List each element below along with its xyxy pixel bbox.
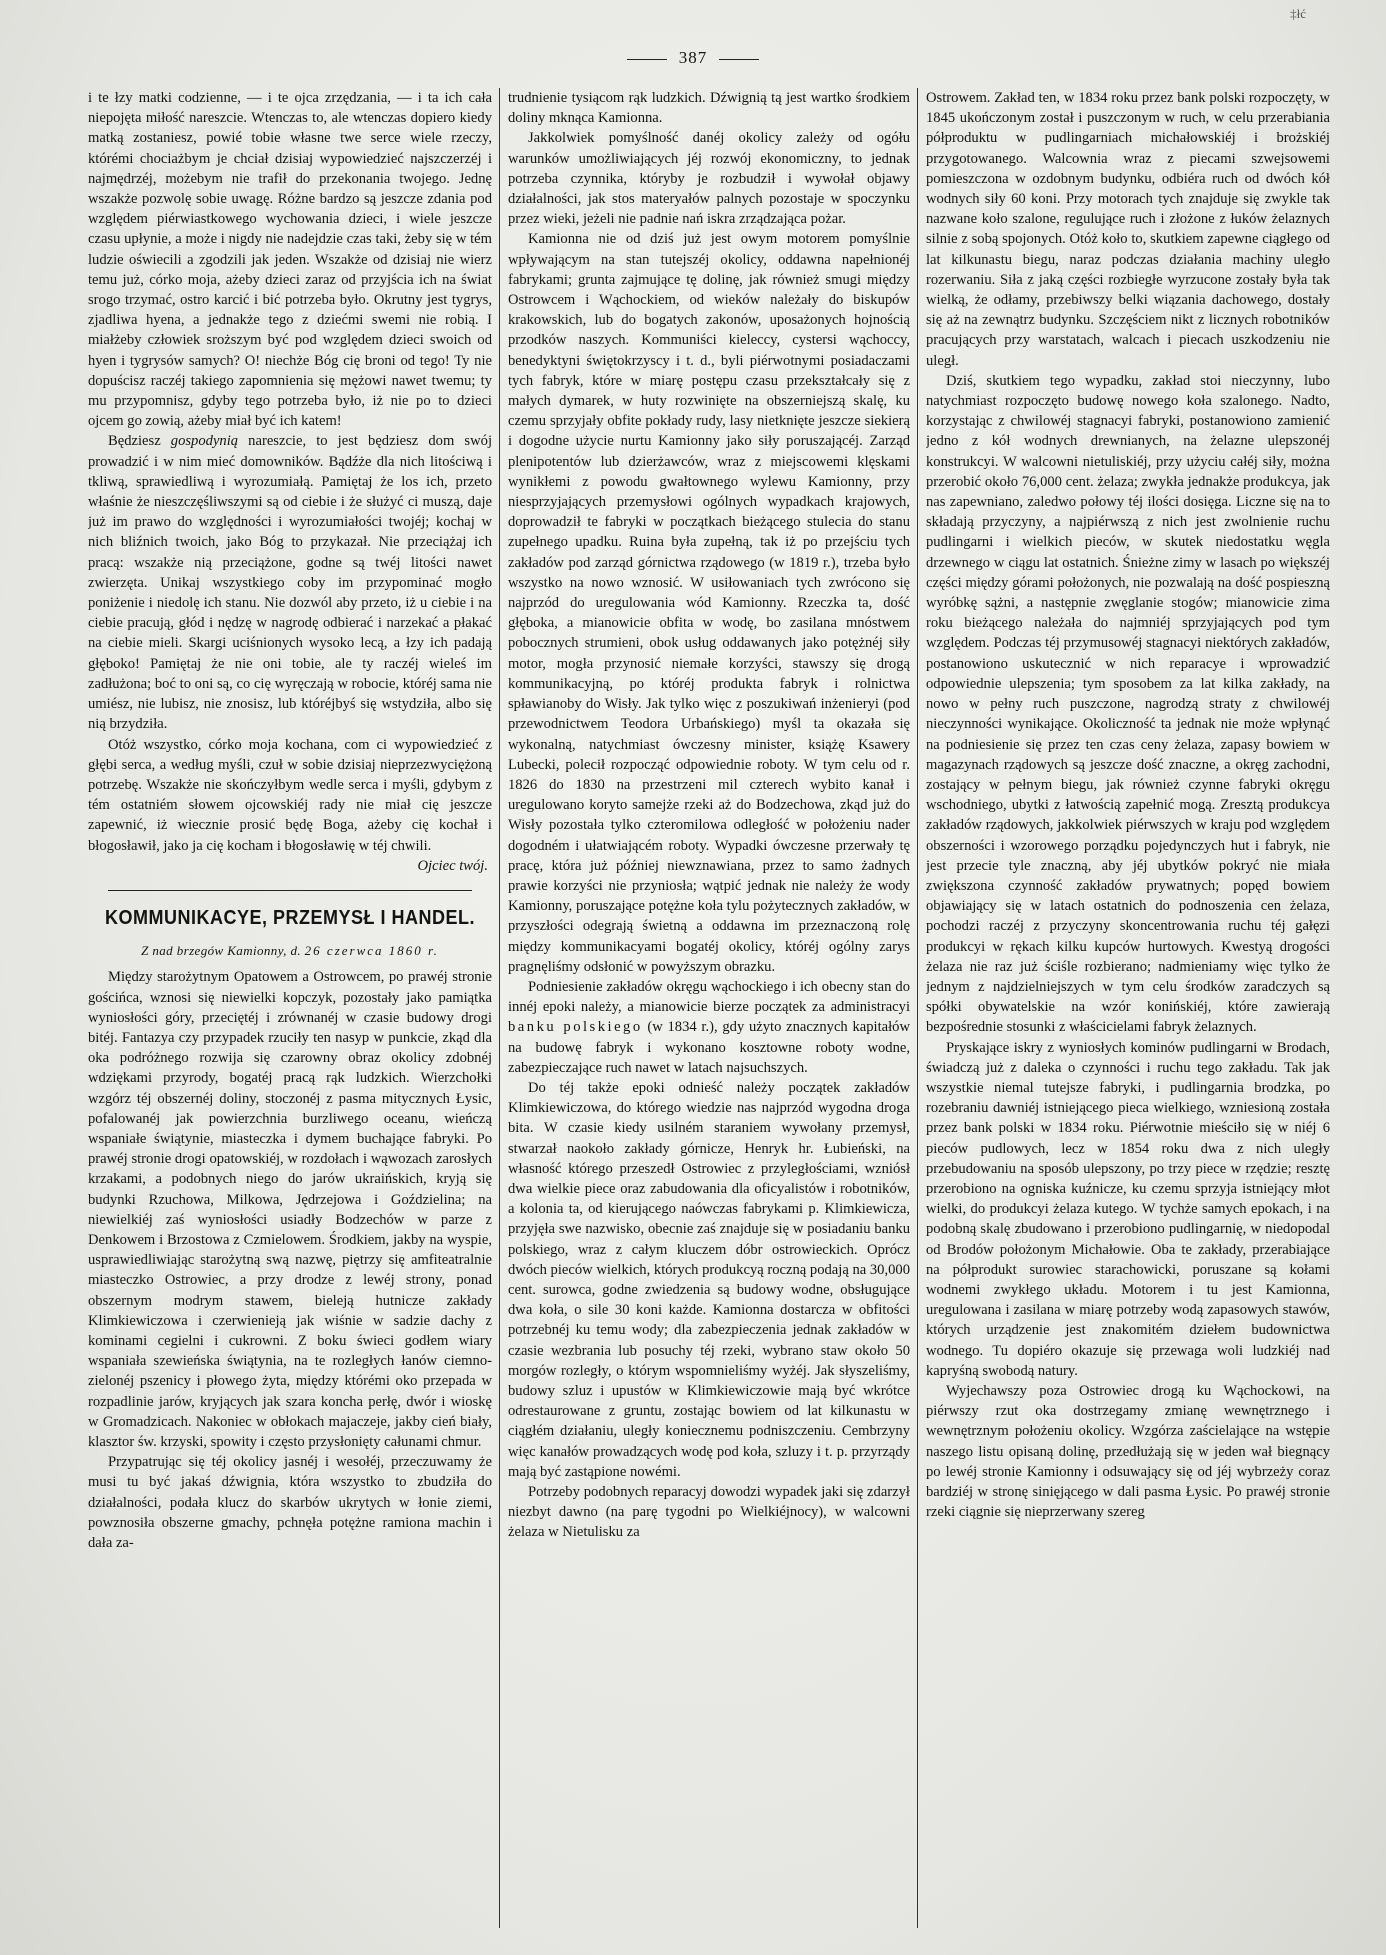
paragraph: i te łzy matki codzienne, — i te ojca zrzędzania, — i ta ich cała niepojęta miłość nareszcie. Wtenczas to, ale wtenczas dopiero kiedy matką zostaniesz, powié tobie własne twe serce wiele rzeczy, którémi chociażbym je chciał dzisiaj wypowiedzieć najszczerzéj i najmędrzéj, możebym nie trafił do przekonania twojego. Jednę wszakże pozwolę sobie uwagę. Różne bardzo są jeszcze zdania pod względem piérwiastkowego wychowania dzieci, i wiele jeszcze czasu upłynie, a może i nigdy nie nadejdzie czas taki, żeby się w tém ludzie oświecili a zgodzili jak jeden. Wszakże od dzisiaj nie wierz temu już, córko moja, ażeby dzieci zaraz od przyjścia ich na świat srogo trzymać, ostro karcić i bić potrzeba było. Okrutny jest tygrys, zjadliwa hyena, a jednakże tego z dziećmi swemi nie robią. I miałżeby człowiek sroższym być pod względem dzieci swoich od hyen i tygrysów samych? O! niechże Bóg cię broni od tego! Ty nie dopuścisz raczéj takiego zapomnienia się mężowi nawet twemu; ty mu przypomnisz, gdyby tego potrzeba było, iż nie po to dzieci ojcem go zowią, ażeby miał być ich katem! [88, 90, 492, 430]
column-2 [508, 88, 910, 1928]
paragraph: Przypatrując się téj okolicy jasnéj i wesołéj, przeczuwamy że musi tu być jakaś dźwignia, która wszystko to zbudziła do działalności, podała klucz do skarbów ukrytych w łonie ziemi, powznosiła obszerne gmachy, pchnęła potężne ramiona machin i dała za- [88, 1454, 492, 1552]
paragraph: Pryskające iskry z wyniosłych kominów pudlingarni w Brodach, świadczą już z daleka o czynności i ruchu tego zakładu. Tak jak wszystkie niemal tutejsze fabryki, i pudlingarnia brodzka, po rozebraniu dawniéj istniejącego pieca wielkiego, wzniesioną została przez bank polski w 1834 roku. Piérwotnie mieściło się w niéj 6 pieców pudlowych, lecz w 1854 roku dwa z nich uległy przebudowaniu na sposób ulepszony, po trzy piece w rzędzie; resztę przerobiono na ogniska kuźnicze, ku czemu sprzyja istniejący młot wielki, do produkcyi żelaza kutego. W tychże samych epokach, i na podobną skalę zbudowano i przerobiono pudlingarnię, w niedopodal od Brodów położonym Michałowie. Oba te zakłady, przerabiające na półprodukt surowiec starachowicki, poruszane są kołami wodnemi zwykłego układu. Motorem i tu jest Kamionna, uregulowana i zasilana w miarę potrzeby wodą zapasowych stawów, których urządzenie jest znakomitém dziełem budownictwa wodnego. Tu dopiéro okazuje się przewaga woli ludzkiéj nad kapryśną swobodą natury. [926, 1039, 1330, 1379]
text: Będziesz [108, 433, 171, 450]
paragraph: Do téj także epoki odnieść należy początek zakładów Klimkiewiczowa, do którego wiedzie nas najprzód wygodna droga bita. W czasie kiedy usilném staraniem wywołany przemysł, stwarzał naokoło zakłady górnicze, Henryk hr. Łubieński, na własność którego przeszedł Ostrowiec z przyległościami, wzniósł dwa wielkie piece oraz zabudowania dla oficyalistów i robotników, a kolonia ta, od kierującego naówczas fabrykami p. Klimkiewicza, przyjęła swe nazwisko, obecnie zaś znajduje się w posiadaniu banku polskiego, wraz z całym kluczem dóbr ostrowieckich. Oprócz dwóch pieców wielkich, których produkcyą roczną podają na 30,000 cent. surowca, godne zwiedzenia są budowy wodne, obsługujące dwa koła, o sile 30 koni każde. Kamionna dostarcza w obfitości potrzebnéj ku temu wody; dla zabezpieczenia jednak zakładów w czasie wezbrania lub posuchy téj rzeki, wybrano staw około 50 morgów rozległy, o którym wspomnieliśmy wyżéj. Jak słyszeliśmy, budowy szluz i upustów w Klimkiewiczowie mają być wkrótce odrestaurowane z gruntu, zostając bowiem od lat kilkunastu w ciągłém działaniu, uległy koniecznemu podniszczeniu. Cembrzyny więc kanałów prowadzących wodę pod koła, szluzy i t. p. przyrządy mają być zastąpione nowémi. [508, 1079, 910, 1480]
column-1 [88, 88, 492, 1928]
emphasis: gospodynią [170, 433, 239, 450]
paragraph: trudnienie tysiącom rąk ludzkich. Dźwignią tą jest wartko środkiem doliny mknąca Kamionna. [508, 90, 910, 127]
paragraph: Jakkolwiek pomyślność danéj okolicy zależy od ogółu warunków umożliwiających jéj rozwój ekonomiczny, to jednak potrzeba czynnika, któryby je rozbudził i wywołał objawy działalności, jak stos materyałów palnych pozostaje w spoczynku przez wieki, jeżeli nie padnie nań iskra zrządzająca pożar. [508, 130, 910, 228]
text: (w 1834 r.), gdy użyto znacznych kapitałów na budowę fabryk i wykonano kosztowne roboty wodne, zabezpieczające ruch nawet w latach najsuchszych. [508, 1019, 910, 1076]
dateline-date: 26 czerwca 1860 r. [304, 943, 439, 959]
paragraph: Kamionna nie od dziś już jest owym motorem pomyślnie wpływającym na stan tutejszéj okolicy, oddawna napełnionéj fabrykami; grunta zajmujące tę dolinę, jak również smugi między Ostrowcem i Wąchockiem, od wieków należały do biskupów krakowskich, lub do bogatych zakonów, uposażonych hojnością przodków naszych. Kommuniści kieleccy, cystersi wąchoccy, benedyktyni świętokrzyscy i t. d., byli piérwotnymi posiadaczami tych fabryk, które w miarę postępu czasu przekształcały się z małych dymarek, w huty rozwinięte na obszerniejszą skalę, ku czemu sprzyjały obfite pokłady rudy, lasy nietknięte jeszcze siekierą i dogodne użycie nurtu Kamionny jako siły poruszającéj. Zarząd plenipotentów lub dzierżawców, wraz z miejscowemi klęskami wynikłemi z powodu gwałtownego wylewu Kamionny, przy niesprzyjających przemysłowi ogólnych wypadkach krajowych, doprowadził te fabryki w początkach bieżącego stulecia do stanu zupełnego upadku. Ruina była zupełną, tak iż po przejściu tych zakładów pod zarząd górnictwa rządowego (w 1819 r.), trzeba było wszystko na nowo wznosić. W usiłowaniach tych zwrócono się najprzód do uregulowania wód Kamionny. Rzeczka ta, dość głęboka, a mianowicie obfita w wodę, bo zasilana mnóstwem pobocznych strumieni, obok usług oddawanych jako potężnéj siły motor, mogła przynosić niemałe korzyści, stawszy się drogą kommunikacyjną, po któréj produkta fabryk i rolnictwa spławianoby do Wisły. Jak tylko więc z poszukiwań inżenieryi (pod przewodnictwem Teodora Urbańskiego) myśl ta okazała się wykonalną, natychmiast ówczesny minister, książę Ksawery Lubecki, polecił rozpocząć odpowiednie roboty. W tym celu od r. 1826 do 1830 na przestrzeni mil czterech wybito kanał i uregulowano koryto samejże rzeki aż do Bodzechowa, zkąd już do Wisły pozostała tylko czteromilowa odległość w położeniu nader dogodném i ułatwiającém roboty. Wypadki ówczesne przerwały tę pracę, która już później niewznawiana, przez to samo żadnych prawie korzyści nie przyniosła; wątpić jednak nie należy że wody Kamionny, poruszające potężne koła tylu pożytecznych zakładów, w przyszłości odegrają świetną a oddawna im przeznaczoną rolę między kommunikacyami bogatéj okolicy, któréj ogólny zarys pragnęliśmy odsłonić w powyższym obrazku. [508, 231, 910, 975]
section-title: KOMMUNIKACYE, PRZEMYSŁ I HANDEL. [104, 905, 475, 929]
paragraph: Wyjechawszy poza Ostrowiec drogą ku Wąchockowi, na piérwszy rzut oka dostrzegamy zmianę wewnętrznego i wewnętrznym położeniu okolicy. Wzgórza zaścielające na wstępie naszego listu opisaną dolinę, przedłużają się w jeden wał biegnący po lewéj stronie Kamionny i odsuwający się od jéj wybrzeży coraz bardziéj w stronę sinięjącego w dali pasma Łysic. Po prawéj stronie rzeki ciągnie się nieprzerwany szereg [926, 1383, 1330, 1521]
paragraph [508, 977, 910, 1078]
header-dash-right [719, 59, 759, 60]
spaced-text: banku polskiego [508, 1019, 643, 1036]
paragraph: Otóż wszystko, córko moja kochana, com ci wypowiedzieć z głębi serca, a według myśli, czuł w sobie dzisiaj nieprzezwyciężoną potrzebę. Wszakże nie skończyłbym wedle serca i myśli, gdybym z tém ostatniém słowem ojcowskiéj rady nie miał cię jeszcze zapewnić, iż wiecznie prosić będę Boga, ażeby cię kochał i błogosławił, jako ja cię kocham i błogosławię w téj chwili. [88, 736, 492, 854]
dateline [88, 941, 492, 961]
paragraph: Między starożytnym Opatowem a Ostrowcem, po prawéj stronie gościńca, wznosi się niewielki kopczyk, pozostały jako pamiątka wyniosłości góry, przeciętéj i zrównanéj w czasie budowy drogi bitéj. Fantazya czy przypadek rzuciły ten nasyp w punkcie, zkąd dla oka podróżnego rozwija się czarowny obraz okolicy zdobnéj wdziękami przyrody, bogatéj pracą rąk ludzkich. Wierzchołki wzgórz téj obszernéj doliny, stoczonéj z pasma mitycznych Łysic, pofalowanéj jak powierzchnia burzliwego oceanu, wieńczą wspaniałe świątynie, miasteczka i dymem buchające fabryki. Po prawéj stronie drogi opatowskiéj, w rozdołach i wąwozach zarosłych krzakami, a podobnych niego do jarów ukraińskich, kryją się budynki Rzuchowa, Milkowa, Jędrzejowa i Goździelina; na niewielkiéj zaś wyniosłości usiadły Bodzechów w parze z Denkowem i Brzostowa z Czmielowem. Środkiem, jakby na wyspie, usprawiedliwiając starożytną swą nazwę, piętrzy się amfiteatralnie miasteczko Ostrowiec, a przy drodze z lewéj strony, ponad obszernym modrym stawem, bieleją hutnicze zakłady Klimkiewiczowa i czerwienieją jak wiśnie w sadzie dachy z kominami cegielni i cukrowni. Z boku świeci godłem wiary wspaniała szewieńska świątynia, na te rozległych łanów ciemno-zielonéj pszenicy i płowego żyta, między którémi oko przepada w rozpadlinie jarów, kryjących jak szara koncha perłę, dwór i wioskę w Gromadzicach. Nakoniec w obłokach majaczeje, jakby cień biały, klasztor św. krzyski, spowity i często przysłonięty całunami chmur. [88, 969, 492, 1450]
paragraph: Dziś, skutkiem tego wypadku, zakład stoi nieczynny, lubo natychmiast rozpoczęto budowę nowego koła szalonego. Nadto, korzystając z chwilowéj stagnacyi fabryki, postanowiono zamienić jedno z kół wodnych drewnianych, na żelazne ulepszonéj konstrukcyi. W walcowni nietuliskiéj, przy użyciu całéj siły, można przerobić około 76,000 cent. żelaza; zwykła jednakże produkcya, jak nas zapewniano, zaledwo połowy téj ilości dosięga. Liczne się na to składają przyczyny, a najpiérwszą z nich jest zwolnienie ruchu pudlingarni i wielkich pieców, w skutek niedostatku węgla drzewnego w ciągu lat ostatnich. Śnieżne zimy w lasach po większéj części między górami położonych, nie pozwalają na dość pospieszną wyróbkę sążni, a następnie zwęglanie stogów; mianowicie zima roku bieżącego należała do najmniéj sprzyjających pod tym względem. Podczas téj przymusowéj stagnacyi niektórych zakładów, postanowiono uskutecznić w nich reparacye i wprowadzić odpowiednie ulepszenia; tym sposobem za lat kilka zakłady, na nowo w pełny ruch puszczone, nagrodzą straty z chwilowéj nieczynności wynikające. Okoliczność ta jednak nie może wpłynąć na podniesienie się przez ten czas ceny żelaza, zapasy bowiem w magazynach rządowych są jeszcze dość znaczne, a okręg zachodni, zostający w pełnym biegu, jak również czynne fabryki okręgu wschodniego, ubytki z łatwością zapełnić mogą. Zresztą produkcya zakładów rządowych, jakkolwiek piérwszych w kraju pod względem obszerności i wzorowego porządku pojedynczych hut i fabryk, nie jest przecie tyle znaczną, aby jéj ubytków pokryć nie miała zwiększona czynność zakładów prywatnych; popęd bowiem objawiający się w latach ostatnich do podnoszenia cen żelaza, pochodzi raczéj z przyczyny skoncentrowania ruchu téj gałęzi produkcyi w rękach kilku kupców hurtowych. Kwestyą drogości żelaza nie raz już ściśle rozbierano; nadmieniamy więc tylko że jednym z najdzielniejszych w tym celu środków zaradczych są spółki obywatelskie na wzór konińskiéj, które zawierają bezpośrednie stosunki z właścicielami fabryk żelaznych. [926, 372, 1330, 1036]
paragraph: Ostrowem. Zakład ten, w 1834 roku przez bank polski rozpoczęty, w 1845 ukończonym został i puszczonym w ruch, w celu przerabiania półproduktu w pudlingarniach michałowskiéj i brożskiéj przygotowanego. Walcownia wraz z piecami szwejsowemi pomieszczona w ozdobnym budynku, odbiéra ruch od dwóch kół wodnych siły 60 koni. Przy motorach tych znajduje się zwykle tak nazwane koło szalone, regulujące ruch i złożone z łuków żelaznych silnie z sobą spojonych. Otóż koło to, skutkiem zapewne ciągłego od lat kilkunastu biegu, naraz podczas działania machiny uległo rozerwaniu. Siła z jaką części rozbiegłe wyrzucone zostały była tak wielką, że odłamy, przebiwszy belki wiązania dachowego, dostały się aż na zewnątrz budynku. Szczęściem nikt z licznych robotników pracujących przy warstatach, walcach i piecach uszkodzeniu nie uległ. [926, 90, 1330, 369]
section-separator [108, 890, 472, 891]
text: Podniesienie zakładów okręgu wąchockiego i ich obecny stan do innéj epoki należy, a mianowicie bierze początek za administracyi [508, 978, 910, 1016]
corner-mark: ‡łć [1290, 6, 1306, 21]
paragraph [88, 431, 492, 734]
paragraph: Potrzeby podobnych reparacyj dowodzi wypadek jaki się zdarzył niezbyt dawno (na parę tygodni po Wielkiéjnocy), w walcowni żelaza w Nietulisku za [508, 1484, 910, 1541]
column-3 [926, 88, 1330, 1928]
text: nareszcie, to jest będziesz dom swój prowadzić i w nim mieć domowników. Bądźże dla nich litościwą i tkliwą, sprawiedliwą i wyrozumiałą. Pamiętaj że los ich, przeto właśnie że nieszczęśliwszymi są od ciebie i że służyć ci muszą, daje już im prawo do względności i wyrozumiałości twojéj; kochaj w nich bliźnich twoich, jako Bóg to przykazał. Nie przeciążaj ich pracą: wszakże nią przeciążone, godne są twéj litości nawet zwierzęta. Unikaj wszystkiego coby im przypominać mogło poniżenie i niedolę ich stanu. Nie dozwól aby przeto, iż u ciebie i na ciebie pracują, głód i nędzę w nagrodę odbierać i narzekać a płakać na ciebie mieli. Skargi uciśnionych wysoko lecą, a łzy ich padają głęboko! Pamiętaj że nie oni tobie, ale ty raczéj wieleś im zadłużona; boć to oni są, co cię wyręczają w robocie, któréj sama nie umiész, nie lubisz, nie znosisz, lub któréjbyś się wstydziła, albo się nią brzydziła. [88, 433, 492, 733]
signature: Ojciec twój. [417, 857, 488, 874]
column-rule-left [499, 88, 500, 1928]
dateline-place: Z nad brzegów Kamionny, d. [141, 943, 305, 959]
page-header [0, 48, 1386, 68]
header-dash-left [627, 59, 667, 60]
column-rule-right [917, 88, 918, 1928]
page-number: 387 [678, 48, 708, 67]
